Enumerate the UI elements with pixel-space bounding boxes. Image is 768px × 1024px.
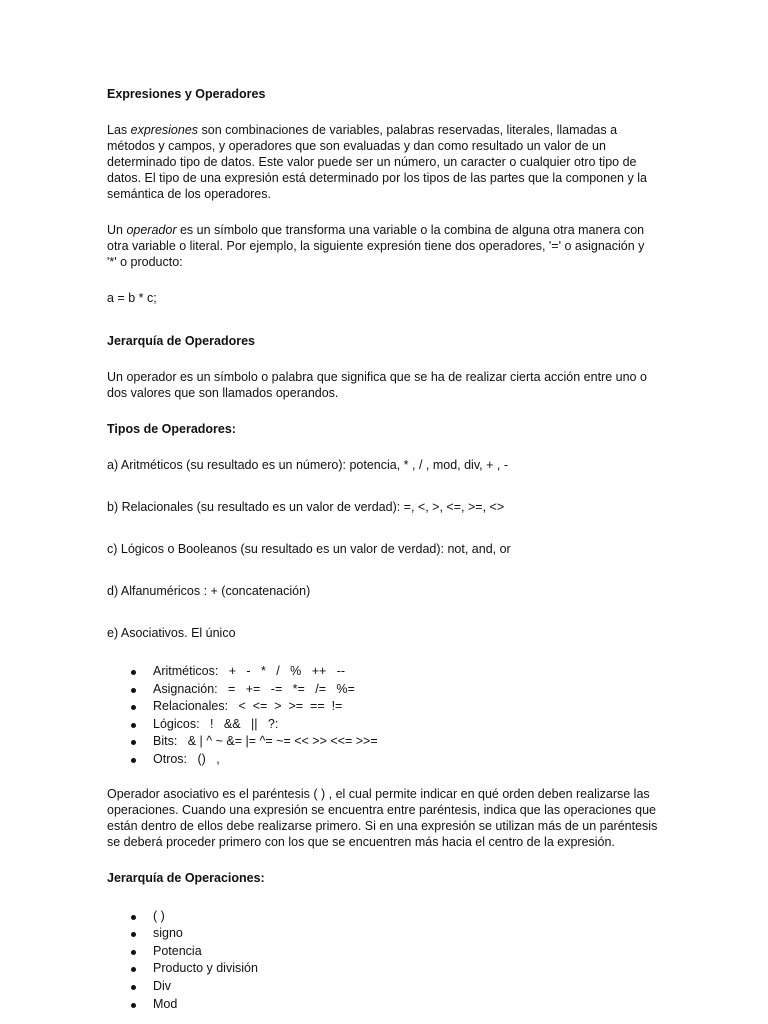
tipo-aritmeticos: a) Aritméticos (su resultado es un número): potencia, * , / , mod, div, + , - bbox=[107, 458, 508, 472]
bullet-icon bbox=[131, 740, 136, 745]
para1-pre: Las bbox=[107, 123, 131, 137]
list-item: Asignación: = += -= *= /= %= bbox=[107, 681, 667, 699]
list-item: ( ) bbox=[107, 908, 667, 926]
bullet-icon bbox=[131, 950, 136, 955]
tipo-alfanumericos: d) Alfanuméricos : + (concatenación) bbox=[107, 584, 311, 598]
bullet-icon bbox=[131, 932, 136, 937]
bullet-icon bbox=[131, 688, 136, 693]
bullet-icon bbox=[131, 670, 136, 675]
list-item: Relacionales: < <= > >= == != bbox=[107, 698, 667, 716]
para2-post: es un símbolo que transforma una variable o la combina de alguna otra manera con otra variable o literal. Por ejemplo, la siguiente expresión tiene dos operadores, '=' o asignación y '*' o producto: bbox=[107, 223, 645, 269]
example-expression: a = b * c; bbox=[107, 291, 157, 305]
bullet-icon bbox=[131, 1003, 136, 1008]
tipo-logicos: c) Lógicos o Booleanos (su resultado es un valor de verdad): not, and, or bbox=[107, 542, 511, 556]
bullet-icon bbox=[131, 705, 136, 710]
bullet-icon bbox=[131, 985, 136, 990]
list-item: signo bbox=[107, 925, 667, 943]
tipo-asociativos: e) Asociativos. El único bbox=[107, 626, 236, 640]
document-page bbox=[107, 86, 667, 1013]
para2-pre: Un bbox=[107, 223, 127, 237]
list-item: Aritméticos: + - * / % ++ -- bbox=[107, 663, 667, 681]
list-item: Bits: & | ^ ~ &= |= ^= ~= << >> <<= >>= bbox=[107, 733, 667, 751]
paragraph-expresiones bbox=[107, 122, 663, 202]
operations-list bbox=[107, 908, 667, 1014]
list-item: Mod bbox=[107, 996, 667, 1014]
paragraph-operador-definicion: Un operador es un símbolo o palabra que significa que se ha de realizar cierta acción entre uno o dos valores que son llamados operandos. bbox=[107, 370, 647, 400]
bullet-icon bbox=[131, 758, 136, 763]
para1-post: son combinaciones de variables, palabras reservadas, literales, llamadas a métodos y campos, y operadores que son evaluadas y dan como resultado un valor de un determinado tipo de datos. Este valor puede ser un número, un caracter o cualquier otro tipo de datos. El tipo de una expresión está determinado por los tipos de las partes que la componen y la semántica de los operadores. bbox=[107, 123, 647, 201]
document-title: Expresiones y Operadores bbox=[107, 87, 266, 101]
bullet-icon bbox=[131, 723, 136, 728]
para1-emphasis: expresiones bbox=[130, 123, 199, 137]
paragraph-operador bbox=[107, 222, 655, 270]
section-tipos-operadores: Tipos de Operadores: bbox=[107, 422, 236, 436]
section-jerarquia-operaciones: Jerarquía de Operaciones: bbox=[107, 870, 265, 885]
list-item: Div bbox=[107, 978, 667, 996]
operator-list bbox=[107, 663, 667, 769]
list-item: Potencia bbox=[107, 943, 667, 961]
section-jerarquia-operadores: Jerarquía de Operadores bbox=[107, 334, 255, 348]
bullet-icon bbox=[131, 967, 136, 972]
list-item: Otros: () , bbox=[107, 751, 667, 769]
tipo-relacionales: b) Relacionales (su resultado es un valor de verdad): =, <, >, <=, >=, <> bbox=[107, 500, 505, 514]
list-item: Lógicos: ! && || ?: bbox=[107, 716, 667, 734]
para2-emphasis: operador bbox=[126, 223, 177, 237]
list-item: Producto y división bbox=[107, 960, 667, 978]
bullet-icon bbox=[131, 915, 136, 920]
paragraph-asociativo: Operador asociativo es el paréntesis ( ) , el cual permite indicar en qué orden deben realizarse las operaciones. Cuando una expresión se encuentra entre paréntesis, indica que las operaciones que están dentro de ellos debe realizarse primero. Si en una expresión se utilizan más de un paréntesis se deberá proceder primero con los que se encuentren más hacia el centro de la expresión. bbox=[107, 786, 658, 849]
